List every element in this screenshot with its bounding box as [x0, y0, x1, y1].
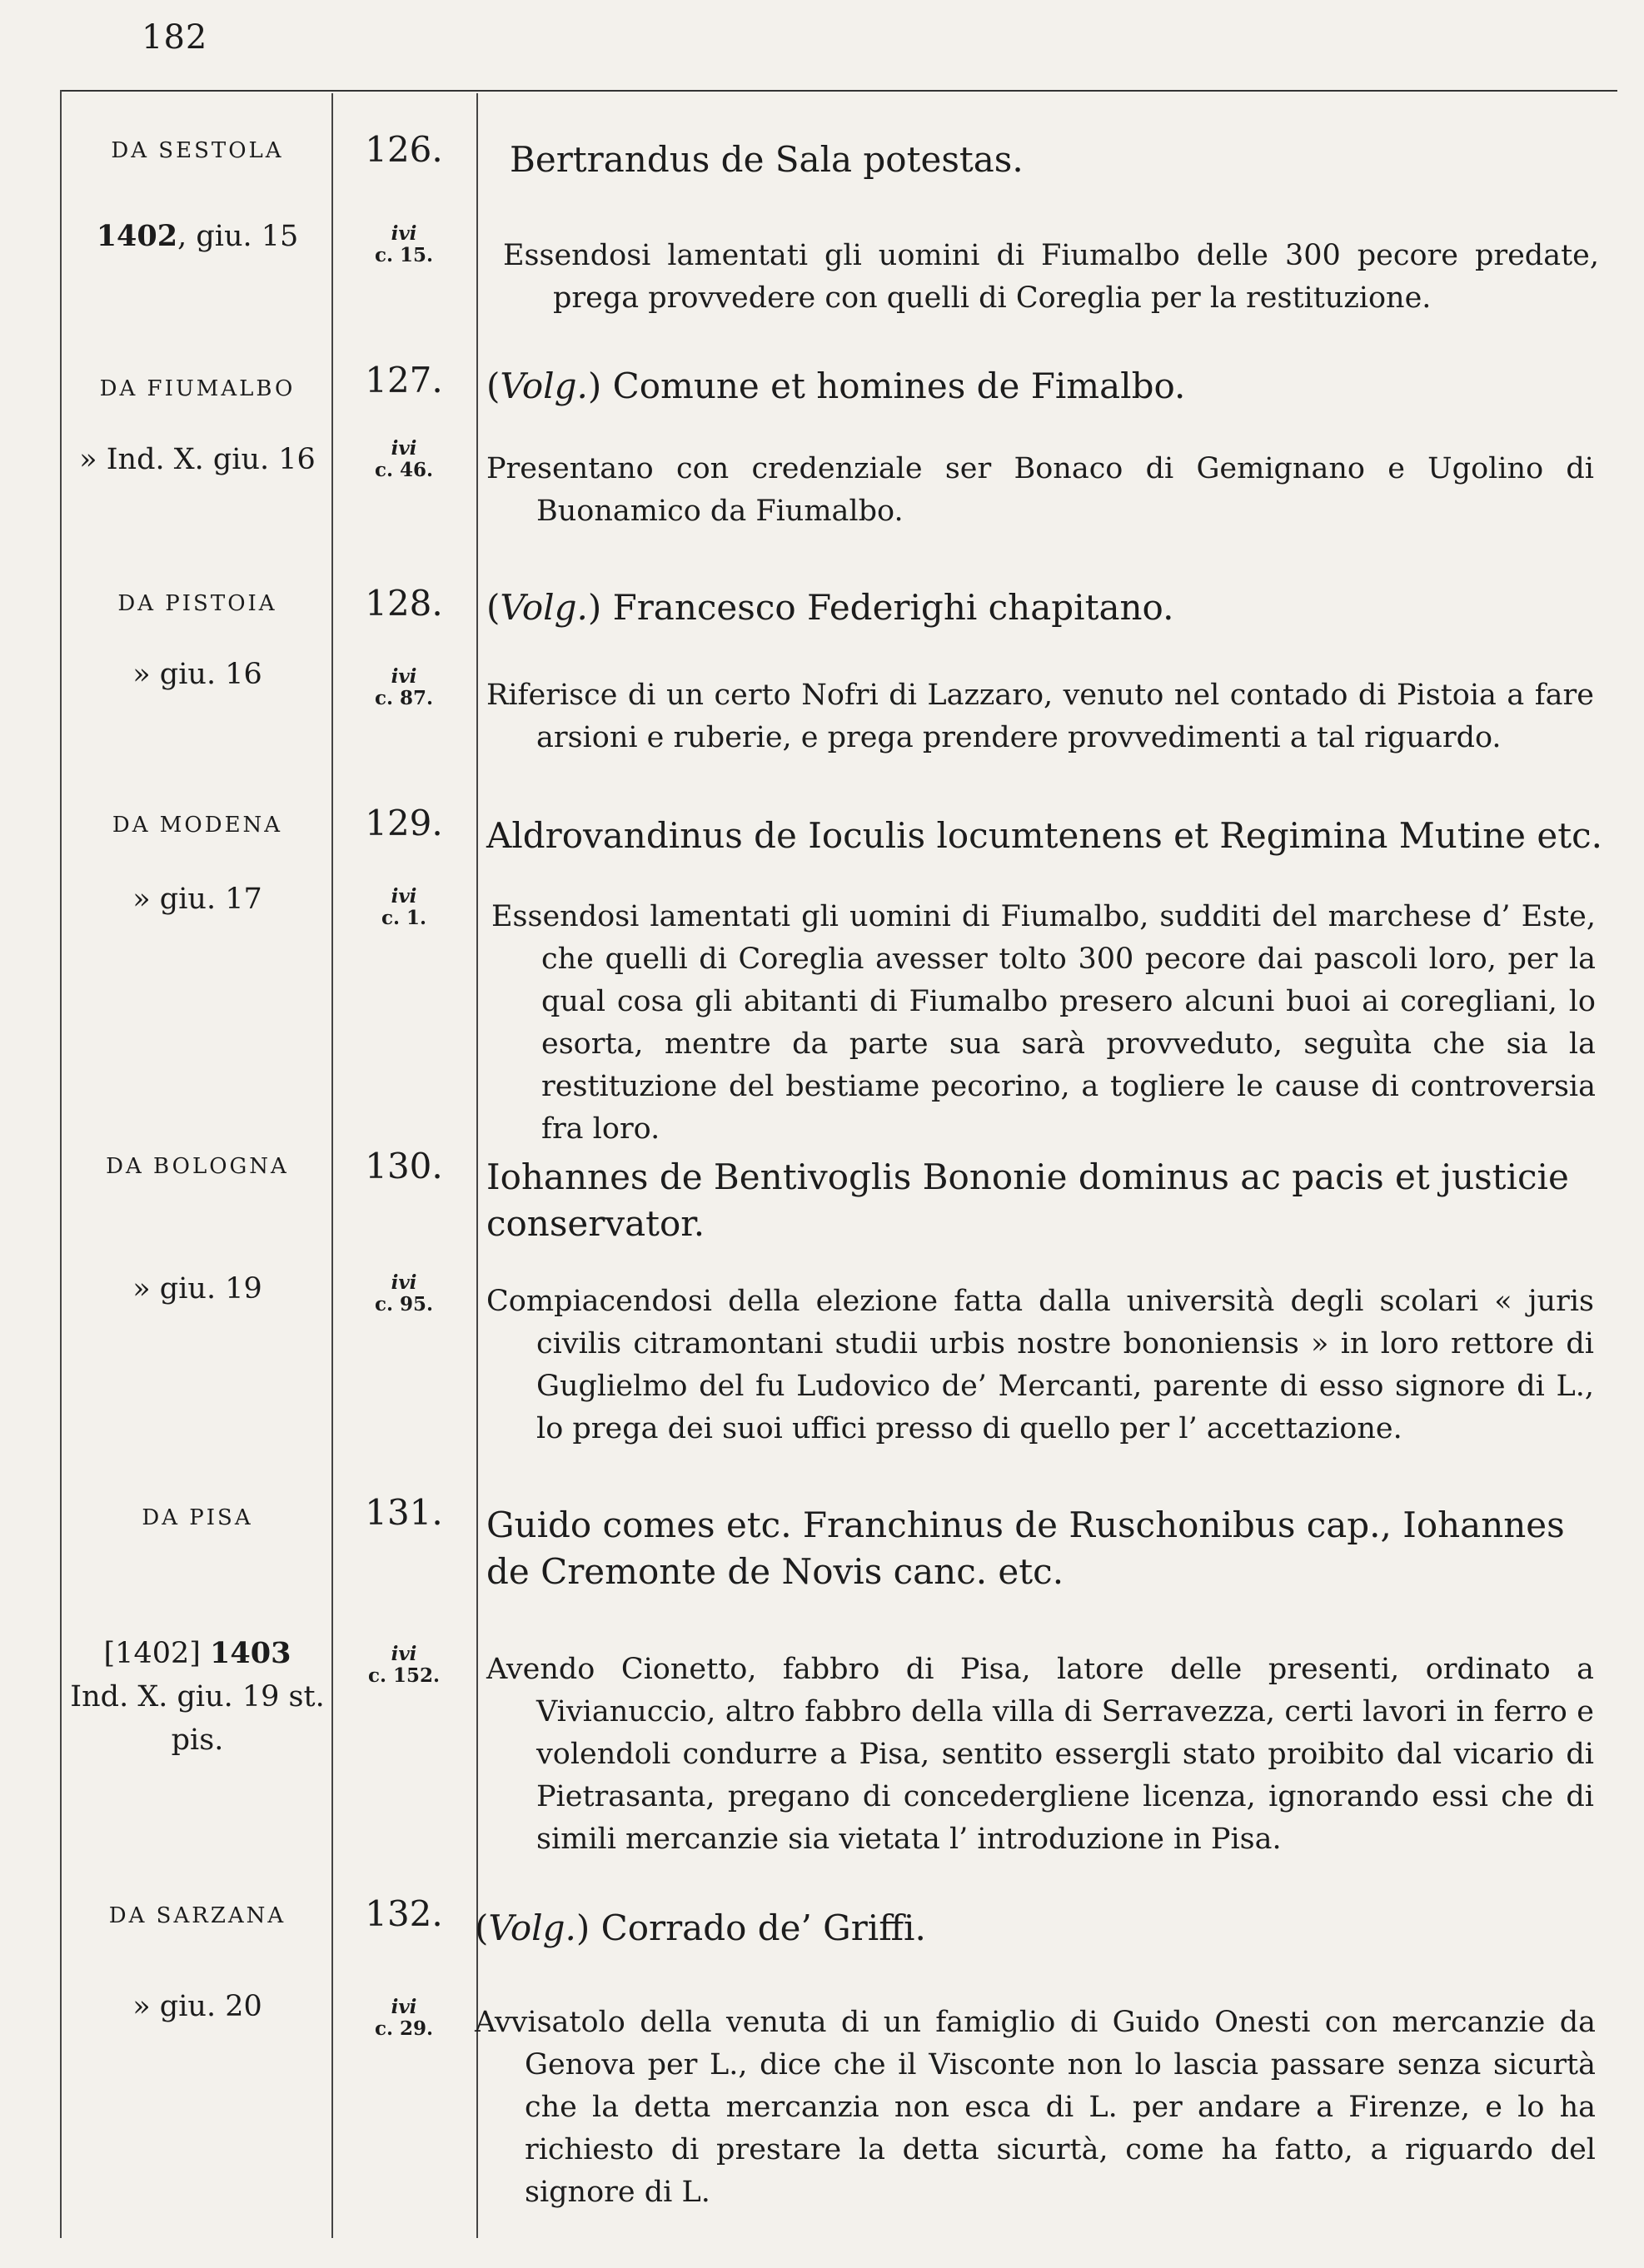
top-rule — [60, 90, 1617, 92]
entry-summary: Riferisce di un certo Nofri di Lazzaro, venuto nel contado di Pistoia a fare arsioni e ruberie, e prega prendere provvedimenti a tal riguardo. — [486, 679, 1594, 754]
entry-place: DA PISTOIA — [117, 591, 277, 616]
entry-place: DA FIUMALBO — [99, 376, 296, 401]
heading-text: Iohannes de Bentivoglis Bononie dominus ac pacis et justicie conservator. — [486, 1156, 1569, 1244]
entry-place: DA SESTOLA — [111, 138, 284, 163]
ref-ivi: ivi — [391, 1996, 417, 2018]
entry-date — [65, 653, 330, 696]
heading-text: Guido comes etc. Franchinus de Ruschonibus cap., Iohannes de Cremonte de Novis canc. etc. — [486, 1505, 1565, 1592]
entry-reference — [333, 666, 475, 709]
entry-reference — [333, 223, 475, 266]
date-year: 1403 — [210, 1636, 291, 1670]
ref-ivi: ivi — [391, 437, 417, 460]
volg-label: Volg. — [500, 587, 588, 628]
ref-page: c. 1. — [381, 907, 427, 929]
entry-summary: Compiacendosi della elezione fatta dalla università degli scolari « juris civilis citramontani studii urbis nostre bononiensis » in loro rettore di Guglielmo del fu Ludovico de’ Mercanti, parente di esso signore di L., lo prega dei suoi uffici presso di quello per l’ accettazione. — [486, 1285, 1594, 1445]
entry-heading: (Volg.) Corrado de’ Griffi. — [475, 1907, 926, 1948]
heading-text: Aldrovandinus de Ioculis locumtenens et Regimina Mutine etc. — [486, 815, 1602, 856]
entry-summary: Avvisatolo della venuta di un famiglio di Guido Onesti con mercanzie da Genova per L., dice che il Visconte non lo lascia passare senza sicurtà che la detta mercanzia non esca di L. per andare a Firenze, e lo ha richiesto di prestare la detta sicurtà, come ha fatto, a riguardo del signore di L. — [475, 2006, 1596, 2209]
entry-place: DA PISA — [142, 1505, 253, 1530]
entry-number: 127. — [365, 360, 443, 400]
ref-ivi: ivi — [391, 665, 417, 688]
ref-page: c. 87. — [374, 687, 434, 709]
date-text: » giu. 19 — [132, 1272, 262, 1306]
date-year: 1402 — [96, 219, 178, 253]
date-text: » Ind. X. giu. 16 — [79, 443, 316, 476]
volg-label: Volg. — [488, 1907, 576, 1948]
entry-date — [65, 1632, 330, 1762]
entry-summary: Presentano con credenziale ser Bonaco di Gemignano e Ugolino di Buonamico da Fiumalbo. — [486, 452, 1594, 528]
date-text: » giu. 20 — [132, 1990, 262, 2023]
entry-place: DA SARZANA — [108, 1903, 286, 1928]
entry-summary: Avendo Cionetto, fabbro di Pisa, latore delle presenti, ordinato a Vivianuccio, altro fabbro della villa di Serravezza, certi lavori in ferro e volendoli condurre a Pisa, sentito essergli stato proibito dal vicario di Pietrasanta, pregano di concedergliene licenza, ignorando essi che di simili mercanzie sia vietata l’ introduzione in Pisa. — [486, 1653, 1594, 1856]
entry-heading — [486, 813, 1602, 859]
entry-date — [65, 1267, 330, 1311]
entry-number: 128. — [365, 583, 443, 624]
heading-text: Francesco Federighi chapitano. — [612, 587, 1174, 628]
entry-number: 131. — [365, 1492, 443, 1533]
entry-number: 132. — [365, 1893, 443, 1934]
date-text: » giu. 16 — [132, 658, 262, 691]
ref-ivi: ivi — [391, 222, 417, 245]
entry-heading — [486, 1154, 1602, 1247]
entry-reference — [333, 1644, 475, 1687]
left-border-line — [60, 90, 62, 2238]
entry-number: 126. — [365, 129, 443, 170]
entry-number: 130. — [365, 1146, 443, 1186]
entry-heading: (Volg.) Comune et homines de Fimalbo. — [486, 366, 1186, 406]
entry-heading — [510, 137, 1626, 183]
heading-text: Bertrandus de Sala potestas. — [510, 139, 1024, 180]
ref-ivi: ivi — [391, 885, 417, 908]
entry-summary: Essendosi lamentati gli uomini di Fiumalbo delle 300 pecore predate, prega provvedere con quelli di Coreglia per la restituzione. — [503, 239, 1599, 315]
entry-date — [65, 878, 330, 921]
entry-heading — [486, 1502, 1602, 1595]
entry-place: DA BOLOGNA — [106, 1154, 289, 1179]
page-number: 182 — [142, 18, 208, 57]
ref-ivi: ivi — [391, 1643, 417, 1665]
volg-label: Volg. — [500, 366, 588, 406]
date-extra: Ind. X. giu. 19 st. pis. — [70, 1680, 325, 1757]
ref-ivi: ivi — [391, 1271, 417, 1294]
entry-date — [65, 438, 330, 481]
entry-reference — [333, 886, 475, 929]
entry-reference — [333, 1997, 475, 2040]
entry-number: 129. — [365, 803, 443, 843]
entry-place: DA MODENA — [112, 813, 283, 838]
entry-reference — [333, 1272, 475, 1316]
entry-date — [65, 215, 330, 258]
entry-heading: (Volg.) Francesco Federighi chapitano. — [486, 587, 1174, 628]
ref-page: c. 15. — [374, 244, 434, 266]
heading-text: Comune et homines de Fimalbo. — [612, 366, 1186, 406]
entry-summary: Essendosi lamentati gli uomini di Fiumalbo, sudditi del marchese d’ Este, che quelli di Coreglia avesser tolto 300 pecore dai pascoli loro, per la qual cosa gli abitanti di Fiumalbo presero alcuni buoi ai coregliani, lo esorta, mentre da parte sua sarà provveduto, seguìta che sia la restituzione del bestiame pecorino, a togliere le cause di controversia fra loro. — [491, 900, 1596, 1146]
date-text: , giu. 15 — [177, 220, 299, 253]
heading-text: Corrado de’ Griffi. — [600, 1907, 926, 1948]
date-text: » giu. 17 — [132, 883, 262, 916]
entry-date — [65, 1985, 330, 2028]
ref-page: c. 29. — [374, 2017, 434, 2040]
date-text: [1402] — [103, 1637, 211, 1670]
ref-page: c. 152. — [367, 1664, 441, 1687]
ref-page: c. 95. — [374, 1293, 434, 1316]
entry-reference — [333, 438, 475, 481]
ref-page: c. 46. — [374, 459, 434, 481]
